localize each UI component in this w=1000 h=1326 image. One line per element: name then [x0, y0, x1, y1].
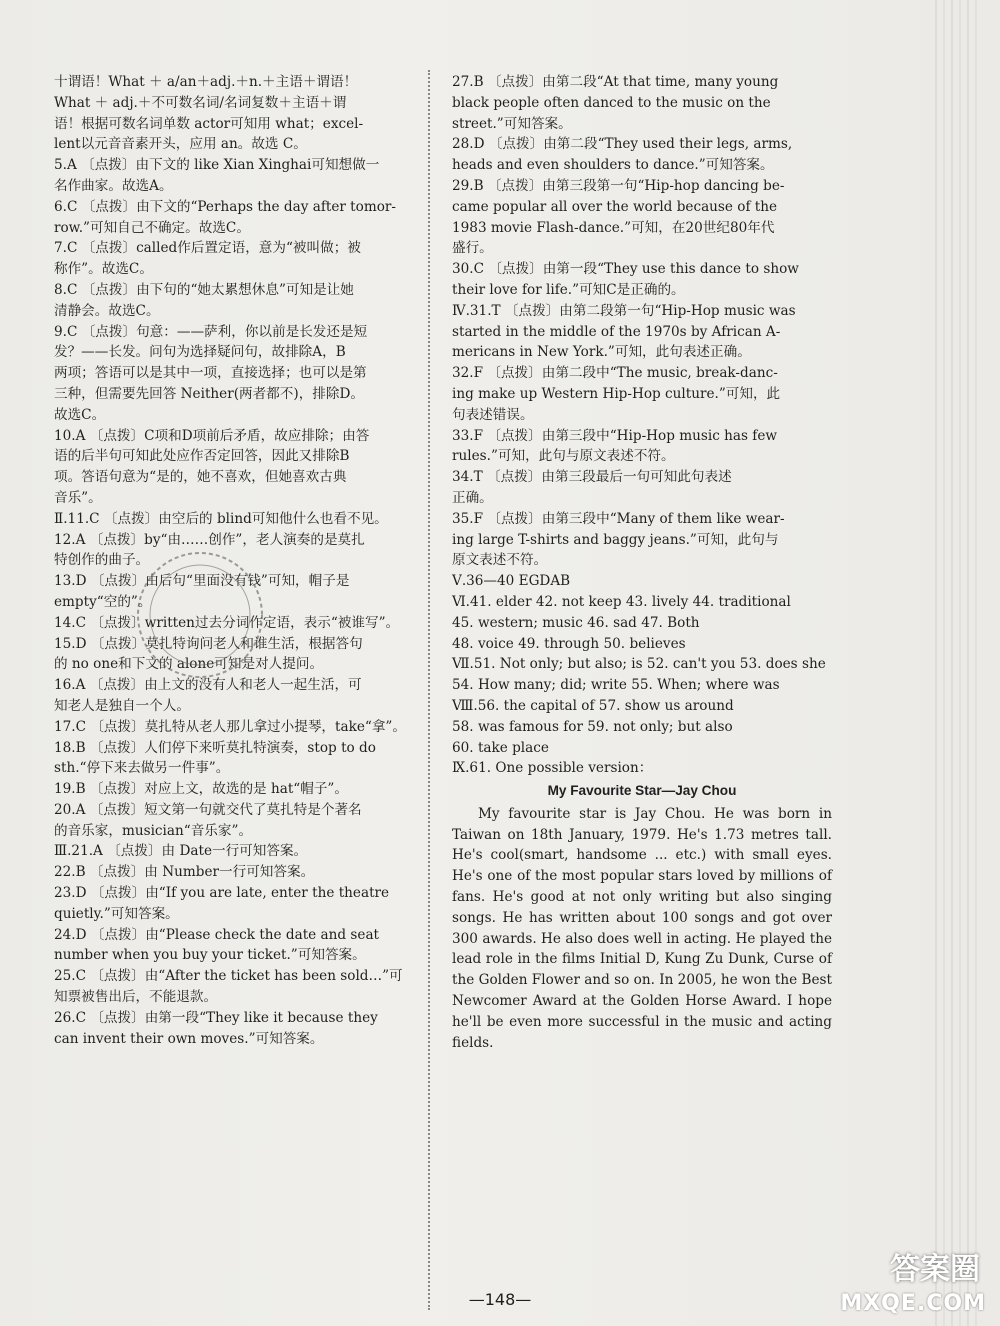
answer-line: 32.F 〔点拨〕由第二段中“The music, break-danc-: [452, 365, 778, 382]
answer-line: 称作”。故选C。: [54, 261, 153, 278]
answer-line: Ⅶ.51. Not only; but also; is 52. can't you 53. does she: [452, 656, 826, 673]
answer-line: Ⅲ.21.A 〔点拨〕由 Date一行可知答案。: [54, 843, 308, 860]
answer-line: 两项；答语可以是其中一项，直接选择；也可以是第: [54, 365, 367, 382]
answer-line: empty“空的”。: [54, 593, 152, 610]
answer-line: 三种，但需要先回答 Neither(两者都不)，排除D。: [54, 385, 364, 402]
right-column: [452, 72, 832, 1053]
answer-line: 58. was famous for 59. not only; but also: [452, 718, 733, 735]
answer-line: mericans in New York.”可知，此句表述正确。: [452, 344, 751, 361]
answer-line: street.”可知答案。: [452, 115, 572, 132]
answer-line: 19.B 〔点拨〕对应上文，故选的是 hat“帽子”。: [54, 781, 348, 798]
answer-line: row.”可知自己不确定。故选C。: [54, 219, 250, 236]
answer-line: 发？——长发。问句为选择疑问句，故排除A，B: [54, 344, 346, 361]
answer-line: number when you buy your ticket.”可知答案。: [54, 947, 366, 964]
answer-line: Ⅷ.56. the capital of 57. show us around: [452, 697, 734, 714]
answer-line: 原文表述不符。: [452, 552, 548, 569]
answer-line: ing make up Western Hip-Hop culture.”可知，此: [452, 385, 781, 402]
page-edge-lines: [930, 0, 1000, 1326]
answer-line: 句表述错误。: [452, 406, 534, 423]
answer-line: came popular all over the world because of the: [452, 198, 778, 215]
answer-line: 20.A 〔点拨〕短文第一句就交代了莫扎特是个著名: [54, 801, 362, 818]
answer-line: What ＋ adj.＋不可数名词/名词复数＋主语＋谓: [54, 94, 347, 111]
answer-line: 5.A 〔点拨〕由下文的 like Xian Xinghai可知想做一: [54, 157, 380, 174]
answer-line: Ⅱ.11.C 〔点拨〕由空后的 blind可知他什么也看不见。: [54, 510, 388, 527]
answer-line: 7.C 〔点拨〕called作后置定语，意为“被叫做；被: [54, 240, 361, 257]
answer-line: 十谓语！What ＋ a/an＋adj.＋n.＋主语＋谓语！: [54, 74, 358, 90]
answer-line: 清静会。故选C。: [54, 302, 160, 319]
essay-paragraph: My favourite star is Jay Chou. He was born in Taiwan on 18th January, 1979. He's 1.73 metres tall. He's cool(smart, handsome ... etc.) with small eyes. He's one of the most popular stars loved by millions of fans. He's good at not only writing but also singing songs. He has written about 100 songs and got over 300 awards. He also does well in acting. He played the lead role in the films Initial D, Kung Zu Dunk, Curse of the Golden Flower and so on. In 2005, he won the Best Newcomer Award at the Golden Horse Award. I hope he'll be even more successful in the music and acting fields.: [452, 805, 832, 1051]
answer-line: 语的后半句可知此处应作否定回答，因此又排除B: [54, 448, 350, 465]
answer-line: 特创作的曲子。: [54, 552, 150, 569]
answer-line: 正确。: [452, 489, 493, 506]
watermark-logo-url: MXQE.COM: [840, 1291, 986, 1316]
answer-line: Ⅴ.36—40 EGDAB: [452, 573, 571, 590]
answer-line: can invent their own moves.”可知答案。: [54, 1030, 324, 1047]
answer-line: 故选C。: [54, 406, 106, 423]
answer-line: 12.A 〔点拨〕by“由……创作”，老人演奏的是莫扎: [54, 531, 365, 548]
answer-line: 的音乐家，musician“音乐家”。: [54, 822, 253, 839]
stamp-mark: [130, 545, 270, 685]
answer-line: sth.“停下来去做另一件事”。: [54, 760, 230, 777]
answer-line: 23.D 〔点拨〕由“If you are late, enter the theatre: [54, 885, 390, 902]
answer-line: 24.D 〔点拨〕由“Please check the date and seat: [54, 926, 380, 943]
answer-line: 13.D 〔点拨〕由后句“里面没有钱”可知，帽子是: [54, 573, 350, 590]
answer-line: Ⅸ.61. One possible version：: [452, 760, 653, 777]
answer-line: 项。答语句意为“是的，她不喜欢，但她喜欢古典: [54, 469, 347, 486]
answer-line: 17.C 〔点拨〕莫扎特从老人那儿拿过小提琴，take“拿”。: [54, 718, 406, 735]
answer-line: started in the middle of the 1970s by African A-: [452, 323, 781, 340]
answer-line: 35.F 〔点拨〕由第三段中“Many of them like wear-: [452, 510, 785, 527]
answer-line: 16.A 〔点拨〕由上文的没有人和老人一起生活，可: [54, 677, 362, 694]
answer-line: 25.C 〔点拨〕由“After the ticket has been sold…”可: [54, 968, 403, 985]
answer-line: black people often danced to the music on the: [452, 94, 771, 111]
answer-line: 30.C 〔点拨〕由第一段“They use this dance to show: [452, 261, 799, 278]
essay-title: My Favourite Star—Jay Chou: [547, 783, 737, 799]
answer-line: rules.”可知，此句与原文表述不符。: [452, 448, 675, 465]
answer-line: 音乐”。: [54, 489, 102, 506]
answer-line: 33.F 〔点拨〕由第三段中“Hip-Hop music has few: [452, 427, 777, 444]
essay-body: [452, 804, 832, 1054]
answer-line: 34.T 〔点拨〕由第三段最后一句可知此句表述: [452, 469, 732, 486]
answer-line: their love for life.”可知C是正确的。: [452, 281, 685, 298]
answer-line: Ⅵ.41. elder 42. not keep 43. lively 44. traditional: [452, 593, 791, 610]
answer-line: 28.D 〔点拨〕由第二段“They used their legs, arms,: [452, 136, 793, 153]
answer-line: 27.B 〔点拨〕由第二段“At that time, many young: [452, 74, 779, 90]
answer-line: 9.C 〔点拨〕句意：——萨利，你以前是长发还是短: [54, 323, 368, 340]
answer-line: quietly.”可知答案。: [54, 905, 179, 922]
answer-line: 的 no one和下文的 alone可知是对人提问。: [54, 656, 324, 673]
answer-line: 48. voice 49. through 50. believes: [452, 635, 686, 652]
answer-line: 知票被售出后，不能退款。: [54, 989, 218, 1006]
right-answer-lines: [452, 72, 832, 779]
answer-line: 10.A 〔点拨〕C项和D项前后矛盾，故应排除；由答: [54, 427, 370, 444]
answer-line: 18.B 〔点拨〕人们停下来听莫扎特演奏，stop to do: [54, 739, 376, 756]
answer-line: 名作曲家。故选A。: [54, 177, 173, 194]
answer-line: 22.B 〔点拨〕由 Number一行可知答案。: [54, 864, 315, 881]
answer-line: 语！根据可数名词单数 actor可知用 what；excel-: [54, 115, 364, 132]
answer-line: 26.C 〔点拨〕由第一段“They like it because they: [54, 1009, 378, 1026]
answer-line: Ⅳ.31.T 〔点拨〕由第二段第一句“Hip-Hop music was: [452, 302, 796, 319]
column-divider: [428, 70, 432, 1310]
watermark-logo-cn: 答案圈: [890, 1252, 980, 1287]
answer-line: 45. western; music 46. sad 47. Both: [452, 614, 700, 631]
answer-line: lent以元音音素开头，应用 an。故选 C。: [54, 136, 307, 153]
answer-line: 29.B 〔点拨〕由第三段第一句“Hip-hop dancing be-: [452, 177, 785, 194]
answer-line: 盛行。: [452, 240, 493, 257]
answer-line: 知老人是独自一个人。: [54, 697, 190, 714]
answer-line: heads and even shoulders to dance.”可知答案。: [452, 157, 774, 174]
answer-line: 14.C 〔点拨〕written过去分词作定语，表示“被谁写”。: [54, 614, 400, 631]
answer-line: 6.C 〔点拨〕由下文的“Perhaps the day after tomor-: [54, 198, 396, 215]
answer-line: 15.D 〔点拨〕莫扎特询问老人和谁生活，根据答句: [54, 635, 363, 652]
answer-line: 1983 movie Flash-dance.”可知，在20世纪80年代: [452, 219, 775, 236]
answer-line: 60. take place: [452, 739, 549, 756]
answer-line: 8.C 〔点拨〕由下句的“她太累想休息”可知是让她: [54, 281, 354, 298]
answer-line: 54. How many; did; write 55. When; where was: [452, 677, 780, 694]
page-number: —148—: [468, 1290, 532, 1309]
answer-line: ing large T-shirts and baggy jeans.”可知，此句与: [452, 531, 779, 548]
